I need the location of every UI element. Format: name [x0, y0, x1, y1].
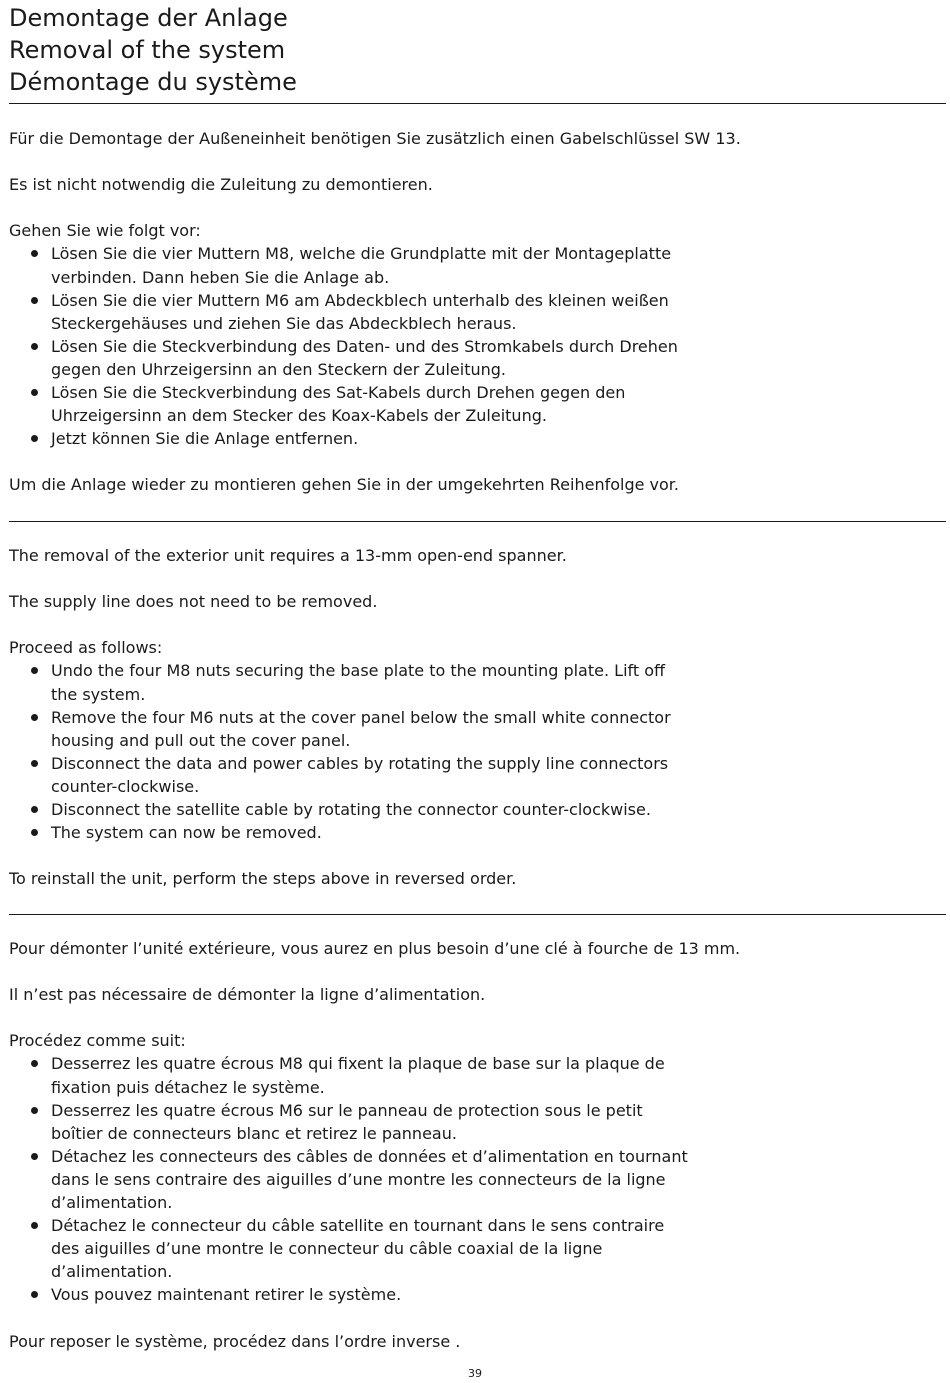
steps-heading: Proceed as follows: [9, 638, 163, 658]
note-text: The supply line does not need to be removed. [9, 592, 378, 612]
title-german: Demontage der Anlage [9, 4, 288, 32]
section-divider [9, 521, 946, 522]
steps-heading: Gehen Sie wie folgt vor: [9, 221, 201, 241]
outro-text: Um die Anlage wieder zu montieren gehen Sie in der umgekehrten Reihenfolge vor. [9, 475, 679, 495]
bullet-icon [31, 667, 38, 674]
steps-list [9, 1052, 909, 1306]
title-english: Removal of the system [9, 36, 286, 64]
bullet-icon [31, 1222, 38, 1229]
step-text: The system can now be removed. [51, 823, 322, 843]
note-text: Il n’est pas nécessaire de démonter la ligne d’alimentation. [9, 985, 486, 1005]
step-text: Remove the four M6 nuts at the cover panel below the small white connector housing and pull out the cover panel. [51, 707, 671, 750]
steps-list [9, 242, 909, 450]
bullet-icon [31, 389, 38, 396]
step-text: Détachez le connecteur du câble satellite en tournant dans le sens contraire des aiguilles d’une montre le connecteur du câble coaxial de la ligne d’alimentation. [51, 1216, 665, 1282]
section-divider [9, 914, 946, 915]
step-text: Jetzt können Sie die Anlage entfernen. [51, 429, 359, 449]
list-item [9, 381, 909, 427]
section-english [9, 544, 909, 890]
list-item [9, 821, 909, 844]
list-item [9, 1283, 909, 1306]
intro-text: Für die Demontage der Außeneinheit benötigen Sie zusätzlich einen Gabelschlüssel SW 13. [9, 129, 741, 148]
page-title [9, 2, 946, 98]
page-number: 39 [468, 1367, 482, 1380]
list-item [9, 242, 909, 288]
list-item [9, 752, 909, 798]
step-text: Lösen Sie die vier Muttern M8, welche die Grundplatte mit der Montageplatte verbinden. Dann heben Sie die Anlage ab. [51, 244, 672, 287]
list-item [9, 659, 909, 705]
step-text: Lösen Sie die vier Muttern M6 am Abdeckblech unterhalb des kleinen weißen Steckergehäuses und ziehen Sie das Abdeckblech heraus. [51, 290, 669, 333]
step-text: Undo the four M8 nuts securing the base plate to the mounting plate. Lift off the system. [51, 661, 666, 704]
list-item [9, 706, 909, 752]
intro-text: The removal of the exterior unit requires a 13-mm open-end spanner. [9, 546, 567, 565]
bullet-icon [31, 760, 38, 767]
step-text: Disconnect the data and power cables by rotating the supply line connectors counter-clockwise. [51, 753, 669, 796]
list-item [9, 335, 909, 381]
step-text: Vous pouvez maintenant retirer le système. [51, 1285, 402, 1305]
bullet-icon [31, 250, 38, 257]
list-item [9, 1145, 909, 1214]
step-text: Desserrez les quatre écrous M6 sur le panneau de protection sous le petit boîtier de connecteurs blanc et retirez le panneau. [51, 1100, 643, 1143]
list-item [9, 1214, 909, 1283]
list-item [9, 427, 909, 450]
bullet-icon [31, 1107, 38, 1114]
step-text: Desserrez les quatre écrous M8 qui fixent la plaque de base sur la plaque de fixation puis détachez le système. [51, 1054, 665, 1097]
step-text: Lösen Sie die Steckverbindung des Sat-Kabels durch Drehen gegen den Uhrzeigersinn an dem Stecker des Koax-Kabels der Zuleitung. [51, 383, 626, 426]
step-text: Lösen Sie die Steckverbindung des Daten- und des Stromkabels durch Drehen gegen den Uhrzeigersinn an den Steckern der Zuleitung. [51, 336, 678, 379]
steps-list [9, 659, 909, 844]
bullet-icon [31, 1060, 38, 1067]
step-text: Détachez les connecteurs des câbles de données et d’alimentation en tournant dans le sens contraire des aiguilles d’une montre les connecteurs de la ligne d’alimentation. [51, 1146, 688, 1213]
section-german [9, 127, 909, 497]
section-french [9, 937, 909, 1353]
outro-text: To reinstall the unit, perform the steps above in reversed order. [9, 869, 517, 889]
bullet-icon [31, 714, 38, 721]
bullet-icon [31, 806, 38, 813]
note-text: Es ist nicht notwendig die Zuleitung zu demontieren. [9, 175, 433, 195]
outro-text: Pour reposer le système, procédez dans l’ordre inverse . [9, 1331, 461, 1351]
bullet-icon [31, 829, 38, 836]
bullet-icon [31, 343, 38, 350]
list-item [9, 1052, 909, 1098]
title-divider [9, 103, 946, 104]
list-item [9, 1099, 909, 1145]
title-french: Démontage du système [9, 68, 297, 96]
bullet-icon [31, 297, 38, 304]
bullet-icon [31, 1153, 38, 1160]
list-item [9, 289, 909, 335]
list-item [9, 798, 909, 821]
step-text: Disconnect the satellite cable by rotating the connector counter-clockwise. [51, 800, 651, 820]
intro-text: Pour démonter l’unité extérieure, vous aurez en plus besoin d’une clé à fourche de 13 mm. [9, 939, 741, 958]
bullet-icon [31, 1291, 38, 1298]
bullet-icon [31, 435, 38, 442]
steps-heading: Procédez comme suit: [9, 1031, 186, 1051]
